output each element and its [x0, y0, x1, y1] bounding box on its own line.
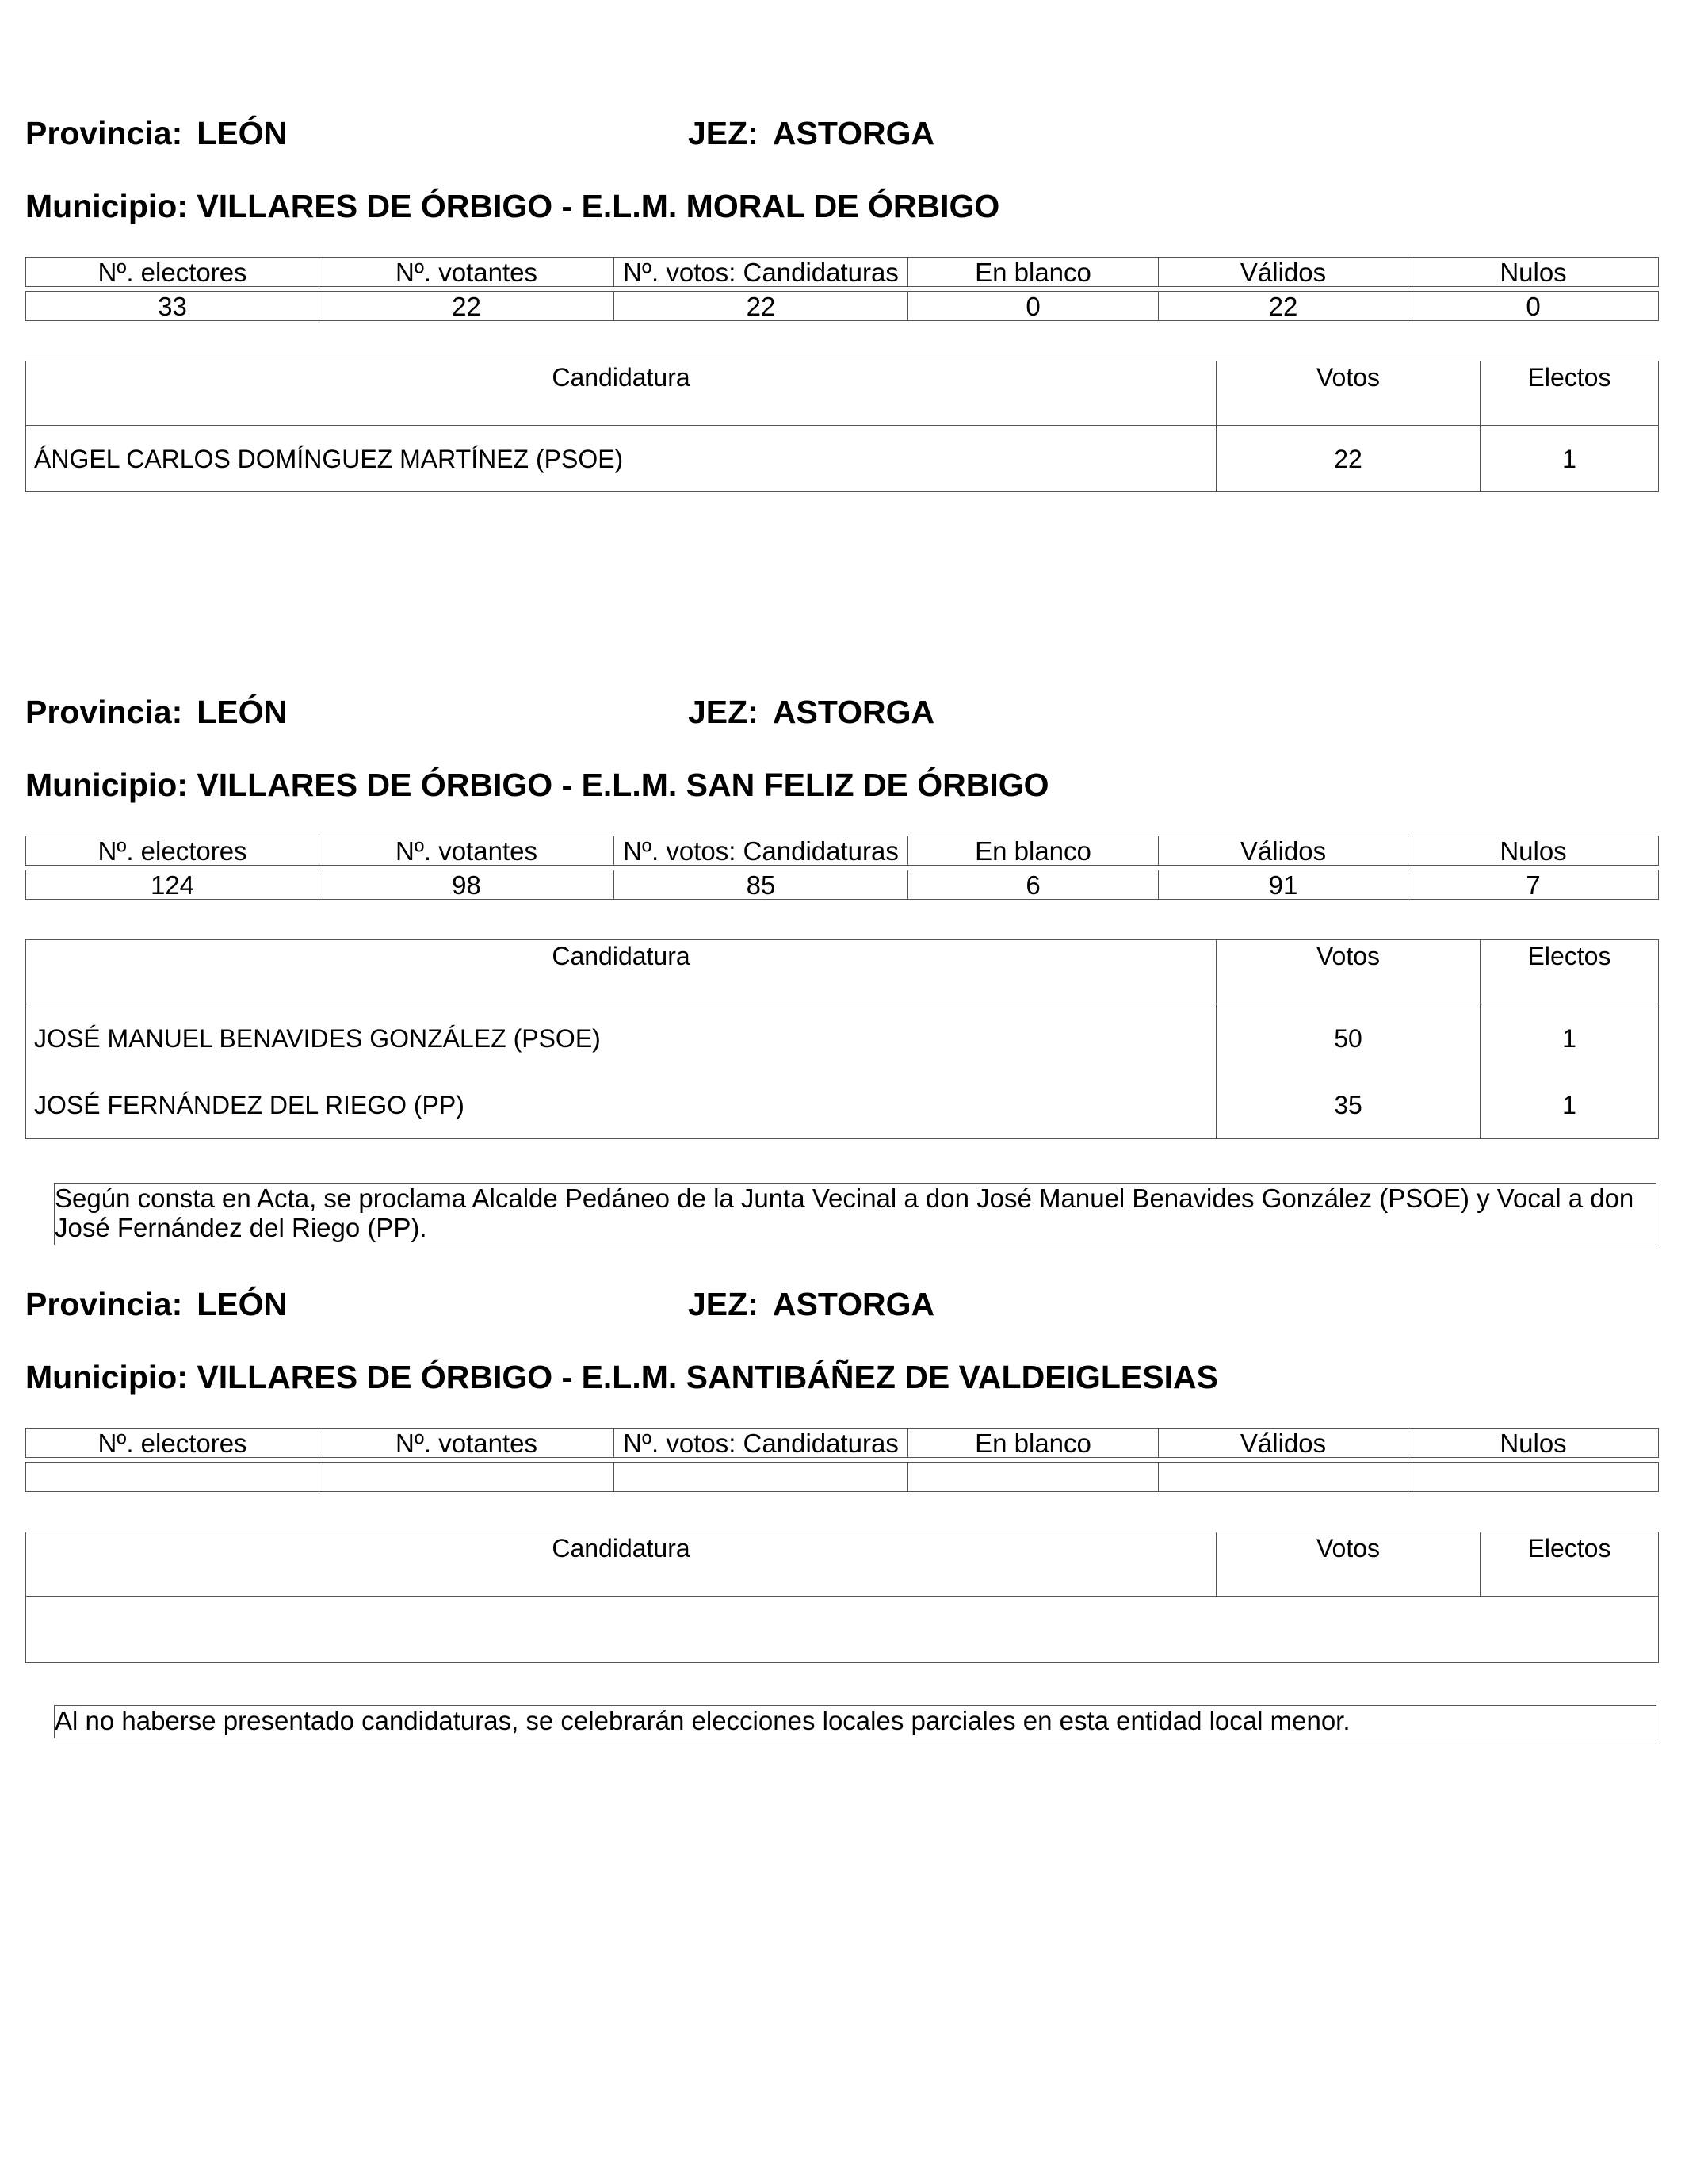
cand-electos: 1: [1481, 1004, 1659, 1073]
municipio-value: VILLARES DE ÓRBIGO - E.L.M. SANTIBÁÑEZ DE VALDEIGLESIAS: [197, 1359, 1218, 1395]
provincia-label: Provincia:: [25, 1286, 183, 1322]
cand-header-electos: Electos: [1481, 940, 1659, 1004]
cand-empty-cell: [26, 1597, 1659, 1663]
provincia-value: LEÓN: [197, 115, 288, 151]
stats-header: Nulos: [1408, 258, 1659, 287]
provincia-value: LEÓN: [197, 694, 288, 730]
cand-header-electos: Electos: [1481, 361, 1659, 426]
cand-votos: 35: [1217, 1073, 1481, 1139]
stats-header: Nº. electores: [26, 836, 319, 866]
stats-table: [25, 1428, 1659, 1492]
municipio-label: Municipio:: [25, 767, 188, 803]
cand-header-row: [26, 1532, 1659, 1597]
stats-header: En blanco: [908, 258, 1159, 287]
stats-header: Nulos: [1408, 836, 1659, 866]
stats-value: 22: [1159, 292, 1408, 321]
stats-value: 98: [319, 870, 614, 900]
stats-header: Nº. votos: Candidaturas: [614, 1429, 908, 1458]
stats-value: 33: [26, 292, 319, 321]
cand-header-votos: Votos: [1217, 361, 1481, 426]
provincia-line: [25, 117, 287, 150]
stats-header-row: [26, 836, 1659, 866]
stats-value: [319, 1463, 614, 1492]
stats-header-row: [26, 258, 1659, 287]
stats-value: 91: [1159, 870, 1408, 900]
municipio-value: VILLARES DE ÓRBIGO - E.L.M. SAN FELIZ DE ÓRBIGO: [197, 767, 1049, 803]
jez-value: ASTORGA: [772, 694, 935, 730]
municipio-label: Municipio:: [25, 1359, 188, 1395]
stats-value: 22: [614, 292, 908, 321]
municipio-line: [25, 1361, 1218, 1394]
stats-value: 22: [319, 292, 614, 321]
stats-header-row: [26, 1429, 1659, 1458]
no-candidates-note: Al no haberse presentado candidaturas, se celebrarán elecciones locales parciales en esta entidad local menor.: [54, 1705, 1656, 1738]
stats-header: Válidos: [1159, 258, 1408, 287]
stats-header: Nulos: [1408, 1429, 1659, 1458]
stats-header: Nº. votantes: [319, 1429, 614, 1458]
acta-note: Según consta en Acta, se proclama Alcalde Pedáneo de la Junta Vecinal a don José Manuel Benavides González (PSOE) y Vocal a don José Fernández del Riego (PP).: [54, 1183, 1656, 1245]
stats-header: Nº. electores: [26, 1429, 319, 1458]
cand-votos: 22: [1217, 426, 1481, 492]
cand-name: ÁNGEL CARLOS DOMÍNGUEZ MARTÍNEZ (PSOE): [26, 426, 1217, 492]
stats-value: 85: [614, 870, 908, 900]
stats-value: [614, 1463, 908, 1492]
provincia-label: Provincia:: [25, 115, 183, 151]
stats-value: 7: [1408, 870, 1659, 900]
stats-header: Válidos: [1159, 1429, 1408, 1458]
stats-header: Nº. votos: Candidaturas: [614, 836, 908, 866]
cand-row: [26, 1073, 1659, 1139]
provincia-value: LEÓN: [197, 1286, 288, 1322]
cand-header-candidatura: Candidatura: [26, 361, 1217, 426]
stats-header: En blanco: [908, 1429, 1159, 1458]
jez-line: [688, 117, 934, 150]
cand-header-row: [26, 940, 1659, 1004]
cand-header-row: [26, 361, 1659, 426]
cand-header-votos: Votos: [1217, 940, 1481, 1004]
cand-header-votos: Votos: [1217, 1532, 1481, 1597]
cand-header-candidatura: Candidatura: [26, 940, 1217, 1004]
stats-value: [1408, 1463, 1659, 1492]
cand-votos: 50: [1217, 1004, 1481, 1073]
stats-value: 0: [908, 292, 1159, 321]
stats-value-row: [26, 292, 1659, 321]
cand-row: [26, 426, 1659, 492]
provincia-line: [25, 696, 287, 729]
municipio-line: [25, 190, 999, 223]
stats-table: [25, 836, 1659, 900]
stats-value: 0: [1408, 292, 1659, 321]
candidates-table: [25, 1532, 1659, 1663]
stats-header: Nº. votantes: [319, 258, 614, 287]
jez-line: [688, 696, 934, 729]
jez-label: JEZ:: [688, 115, 758, 151]
jez-label: JEZ:: [688, 694, 758, 730]
cand-empty-row: [26, 1597, 1659, 1663]
municipio-value: VILLARES DE ÓRBIGO - E.L.M. MORAL DE ÓRBIGO: [197, 188, 1000, 224]
stats-value-row: [26, 1463, 1659, 1492]
jez-value: ASTORGA: [772, 1286, 935, 1322]
stats-value: [1159, 1463, 1408, 1492]
cand-electos: 1: [1481, 1073, 1659, 1139]
cand-header-electos: Electos: [1481, 1532, 1659, 1597]
stats-header: Nº. votantes: [319, 836, 614, 866]
municipio-label: Municipio:: [25, 188, 188, 224]
stats-value: 124: [26, 870, 319, 900]
candidates-table: [25, 939, 1659, 1139]
stats-value: [26, 1463, 319, 1492]
jez-line: [688, 1288, 934, 1321]
jez-label: JEZ:: [688, 1286, 758, 1322]
candidates-table: [25, 361, 1659, 492]
stats-value: 6: [908, 870, 1159, 900]
stats-table: [25, 257, 1659, 321]
stats-header: Válidos: [1159, 836, 1408, 866]
cand-name: JOSÉ FERNÁNDEZ DEL RIEGO (PP): [26, 1073, 1217, 1139]
stats-value-row: [26, 870, 1659, 900]
provincia-label: Provincia:: [25, 694, 183, 730]
stats-value: [908, 1463, 1159, 1492]
cand-row: [26, 1004, 1659, 1073]
stats-header: Nº. votos: Candidaturas: [614, 258, 908, 287]
provincia-line: [25, 1288, 287, 1321]
jez-value: ASTORGA: [772, 115, 935, 151]
cand-electos: 1: [1481, 426, 1659, 492]
cand-header-candidatura: Candidatura: [26, 1532, 1217, 1597]
municipio-line: [25, 769, 1049, 801]
cand-name: JOSÉ MANUEL BENAVIDES GONZÁLEZ (PSOE): [26, 1004, 1217, 1073]
stats-header: Nº. electores: [26, 258, 319, 287]
stats-header: En blanco: [908, 836, 1159, 866]
